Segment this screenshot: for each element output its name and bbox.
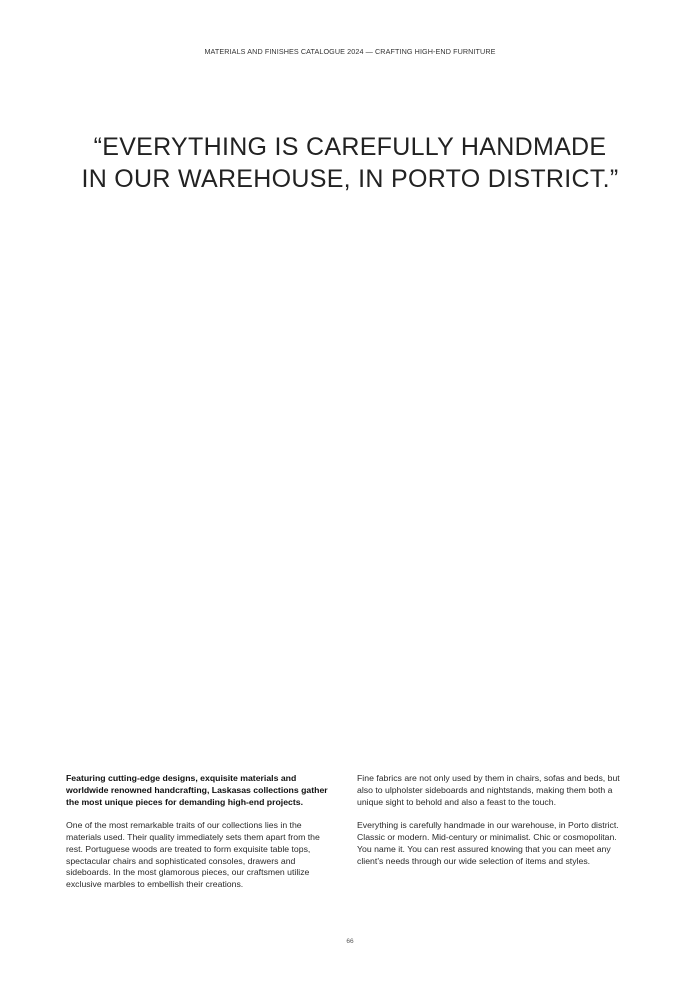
left-column <box>66 773 336 903</box>
pull-quote-line-2: IN OUR WAREHOUSE, IN PORTO DISTRICT.” <box>81 165 619 193</box>
body-paragraph-client-needs: You name it. You can rest assured knowing that you can meet any client’s needs through our wide selection of items and styles. <box>357 843 611 866</box>
pull-quote-line-1: “EVERYTHING IS CAREFULLY HANDMADE <box>93 133 607 161</box>
body-paragraph-materials: One of the most remarkable traits of our collections lies in the materials used. Their quality immediately sets them apart from the rest. Portuguese woods are treated to form exquisite table tops, spectacular chairs and sophisticated consoles, drawers and sideboards. In the most glamorous pieces, our craftsmen utilize exclusive marbles to embellish their creations. <box>66 820 320 890</box>
running-header: MATERIALS AND FINISHES CATALOGUE 2024 — CRAFTING HIGH-END FURNITURE <box>204 47 496 56</box>
page-number: 66 <box>346 938 354 945</box>
lead-paragraph: Featuring cutting-edge designs, exquisite materials and worldwide renowned handcrafting, Laskasas collections gather the most unique pieces for demanding high-end projects. <box>66 773 328 807</box>
right-column <box>357 773 627 879</box>
pull-quote <box>40 131 660 195</box>
body-paragraph-fabrics: Fine fabrics are not only used by them in chairs, sofas and beds, but also to ulpholster sideboards and nightstands, making them both a unique sight to behold and also a feast to the touch. <box>357 773 620 807</box>
body-paragraph-handmade: Everything is carefully handmade in our warehouse, in Porto district. Classic or modern. Mid-century or minimalist. Chic or cosmopolitan. <box>357 820 619 842</box>
